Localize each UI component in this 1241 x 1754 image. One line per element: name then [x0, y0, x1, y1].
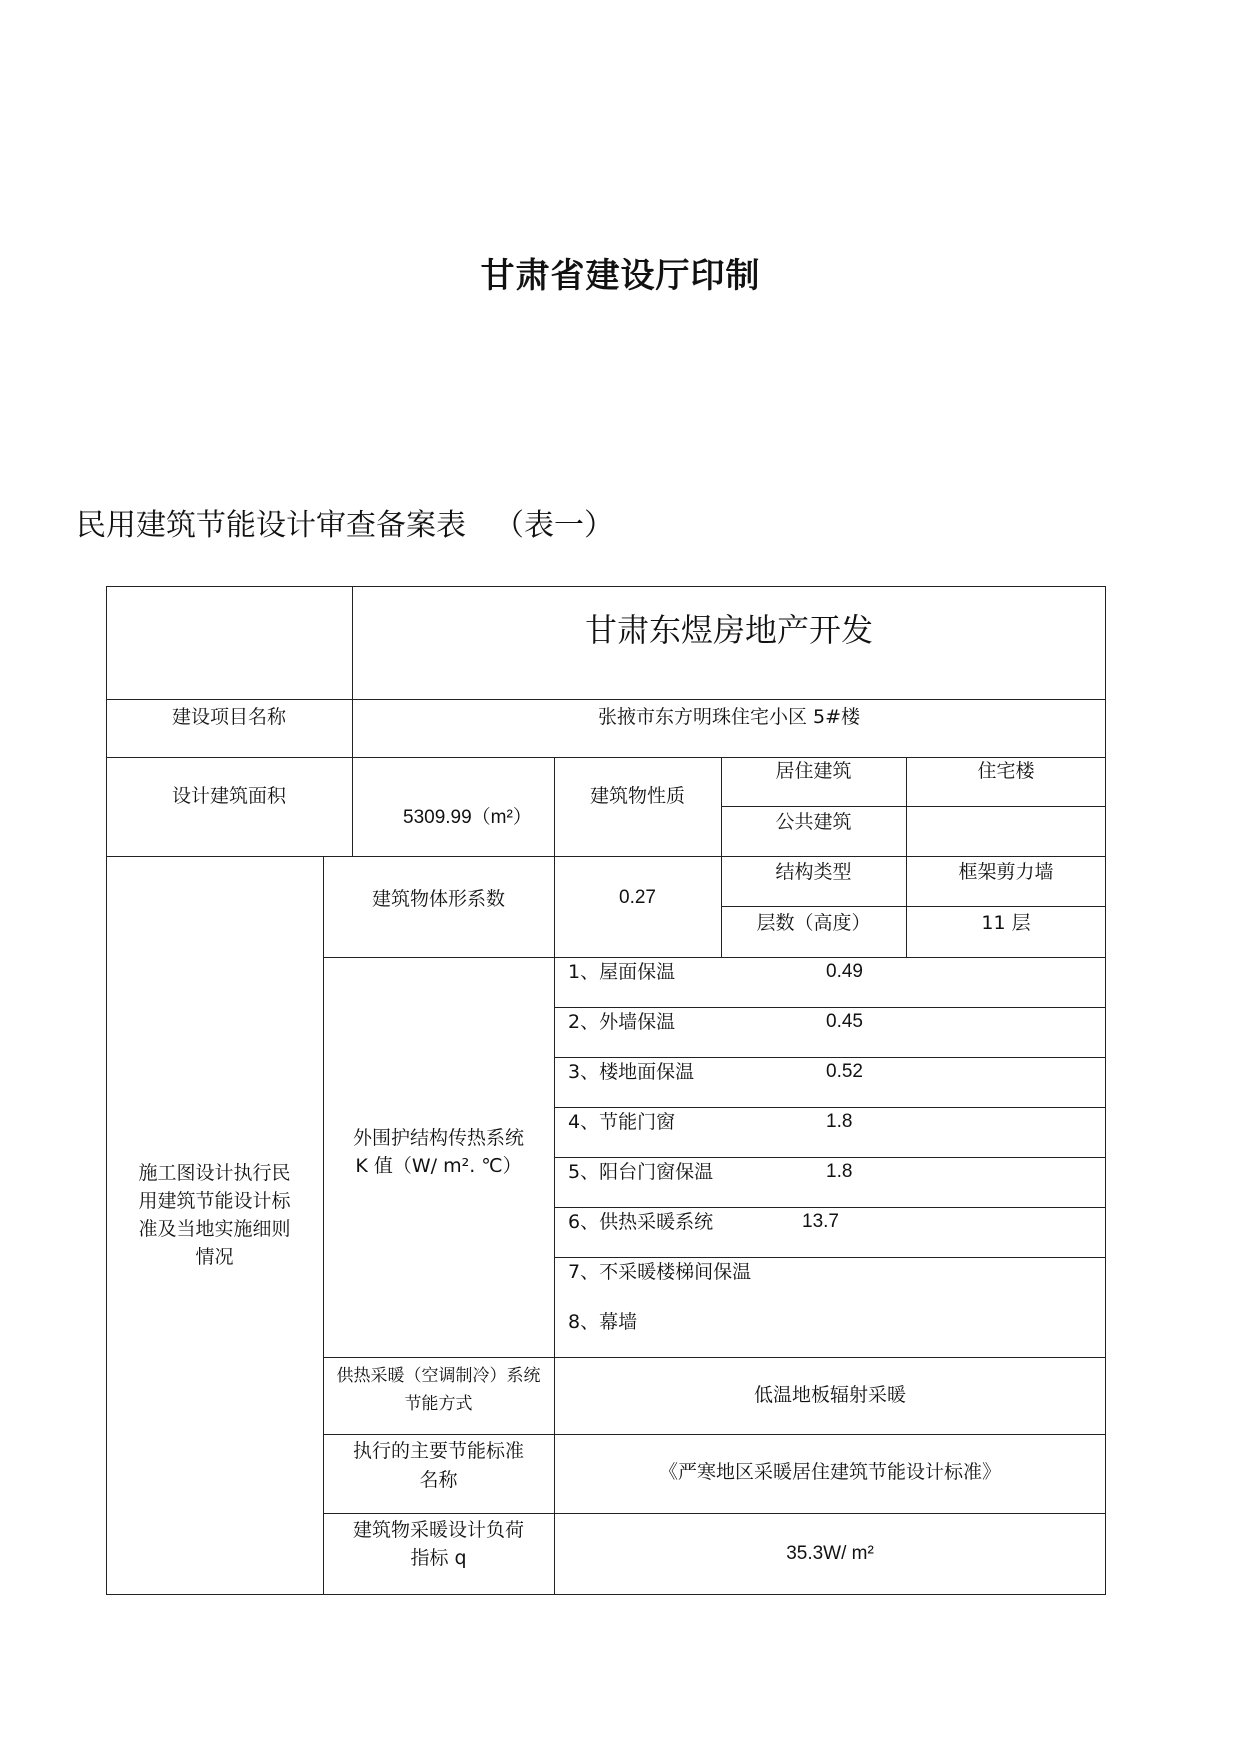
structure-type-value: 框架剪力墙: [958, 861, 1054, 883]
section-label-line-3: 准及当地实施细则: [138, 1218, 291, 1240]
k-item-value: 13.7: [802, 1211, 839, 1232]
k-item-value: 0.52: [826, 1061, 863, 1082]
k-item-label: 6、供热采暖系统: [568, 1211, 714, 1233]
area-label: 设计建筑面积: [171, 785, 286, 807]
k-item-label: 8、幕墙: [568, 1311, 638, 1333]
k-item-value: 0.45: [826, 1011, 863, 1032]
k-item-value: 1.8: [826, 1161, 853, 1182]
company-name: 甘肃东煜房地产开发: [584, 611, 873, 649]
project-name-label: 建设项目名称: [171, 706, 286, 728]
project-name-value: 张掖市东方明珠住宅小区 5#楼: [597, 706, 861, 728]
section-label-line-2: 用建筑节能设计标: [138, 1190, 291, 1212]
k-item-label: 1、屋面保温: [568, 961, 676, 983]
shape-coef-value: 0.27: [619, 887, 656, 908]
k-item-value: 0.49: [826, 961, 863, 982]
k-label-line-2: K 值（W/ m². ℃）: [355, 1155, 522, 1177]
heating-method-value: 低温地板辐射采暖: [753, 1384, 906, 1406]
k-label-line-1: 外围护结构传热系统: [352, 1127, 524, 1149]
k-item-label: 4、节能门窗: [568, 1111, 676, 1133]
form-title-text: 民用建筑节能设计审查备案表: [76, 508, 466, 543]
section-label-line-1: 施工图设计执行民: [138, 1162, 291, 1184]
area-value: 5309.99（m²）: [403, 807, 532, 828]
standard-label-line-1: 执行的主要节能标准: [352, 1440, 524, 1462]
k-item-value: 1.8: [826, 1111, 853, 1132]
section-label-line-4: 情况: [195, 1246, 234, 1268]
residential-label: 居住建筑: [775, 760, 852, 782]
k-item-label: 2、外墙保温: [568, 1011, 676, 1033]
load-label-line-2: 指标 q: [410, 1547, 467, 1569]
form-title: [76, 500, 614, 544]
floors-value: 11 层: [981, 912, 1031, 934]
floors-label: 层数（高度）: [756, 912, 871, 934]
nature-label: 建筑物性质: [589, 785, 685, 807]
public-label: 公共建筑: [775, 811, 852, 833]
k-item-label: 5、阳台门窗保温: [568, 1161, 714, 1183]
shape-coef-label: 建筑物体形系数: [371, 888, 505, 910]
standard-label-line-2: 名称: [419, 1469, 458, 1491]
structure-type-label: 结构类型: [775, 861, 852, 883]
load-label-line-1: 建筑物采暖设计负荷: [352, 1519, 524, 1541]
load-value: 35.3W/ m²: [786, 1543, 874, 1564]
page-title: 甘肃省建设厅印制: [480, 256, 761, 296]
form-title-suffix: （表一）: [494, 508, 614, 543]
heating-method-label-line-2: 节能方式: [404, 1394, 473, 1414]
heating-method-label-line-1: 供热采暖（空调制冷）系统: [336, 1366, 541, 1386]
standard-value: 《严寒地区采暖居住建筑节能设计标准》: [658, 1461, 1001, 1483]
k-item-label: 3、楼地面保温: [568, 1061, 695, 1083]
residential-value: 住宅楼: [977, 760, 1035, 782]
k-item-label: 7、不采暖楼梯间保温: [568, 1261, 752, 1283]
